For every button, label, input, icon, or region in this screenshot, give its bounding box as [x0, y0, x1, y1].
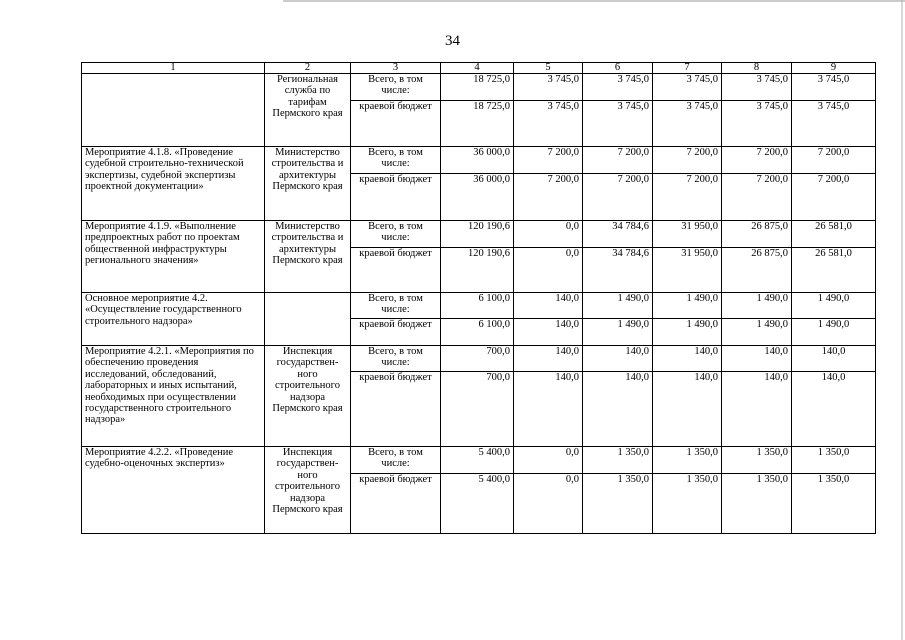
event-name-cell: Мероприятие 4.1.8. «Проведение судебной строительно-технической экспертизы, судебной экспертизы проектной документации»: [82, 147, 265, 221]
executor-cell: Министерство строительства и архитектуры Пермского края: [265, 147, 351, 221]
amount-cell: 7 200,0: [792, 147, 876, 174]
amount-cell: 7 200,0: [514, 174, 583, 221]
table-row-total: [82, 447, 876, 474]
amount-cell: 120 190,6: [441, 221, 514, 248]
amount-cell: 140,0: [514, 346, 583, 372]
amount-cell: 1 490,0: [583, 319, 653, 346]
amount-cell: 1 490,0: [722, 319, 792, 346]
column-number: 6: [583, 63, 653, 74]
amount-cell: 140,0: [792, 346, 876, 372]
column-number: 9: [792, 63, 876, 74]
amount-cell: 1 350,0: [722, 474, 792, 534]
table-row-total: [82, 221, 876, 248]
amount-cell: 1 350,0: [653, 474, 722, 534]
amount-cell: 0,0: [514, 447, 583, 474]
amount-cell: 1 490,0: [792, 293, 876, 319]
amount-cell: 140,0: [653, 372, 722, 447]
amount-cell: 1 350,0: [792, 474, 876, 534]
amount-cell: 140,0: [722, 346, 792, 372]
column-number: 4: [441, 63, 514, 74]
amount-cell: 1 350,0: [792, 447, 876, 474]
funding-label-cell: Всего, в том числе:: [351, 447, 441, 474]
amount-cell: 3 745,0: [792, 101, 876, 147]
amount-cell: 1 490,0: [722, 293, 792, 319]
column-number: 7: [653, 63, 722, 74]
funding-label-cell: краевой бюджет: [351, 474, 441, 534]
amount-cell: 0,0: [514, 221, 583, 248]
column-number: 5: [514, 63, 583, 74]
table-body: [82, 63, 876, 534]
table-row-total: [82, 346, 876, 372]
event-name-cell: Мероприятие 4.2.1. «Мероприятия по обеспечению проведения исследований, обследований, лабораторных и иных испытаний, необходимых при осуществлении государственного строительного надзора»: [82, 346, 265, 447]
amount-cell: 7 200,0: [583, 147, 653, 174]
amount-cell: 34 784,6: [583, 221, 653, 248]
amount-cell: 140,0: [583, 372, 653, 447]
amount-cell: 31 950,0: [653, 248, 722, 293]
funding-label-cell: краевой бюджет: [351, 101, 441, 147]
funding-label-cell: Всего, в том числе:: [351, 221, 441, 248]
amount-cell: 7 200,0: [583, 174, 653, 221]
amount-cell: 140,0: [722, 372, 792, 447]
amount-cell: 34 784,6: [583, 248, 653, 293]
amount-cell: 0,0: [514, 474, 583, 534]
table-row-total: [82, 293, 876, 319]
amount-cell: 1 490,0: [653, 293, 722, 319]
column-number: 8: [722, 63, 792, 74]
funding-label-cell: краевой бюджет: [351, 174, 441, 221]
event-name-cell: [82, 74, 265, 147]
amount-cell: 3 745,0: [722, 101, 792, 147]
amount-cell: 3 745,0: [583, 74, 653, 101]
executor-cell: Министерство строительства и архитектуры Пермского края: [265, 221, 351, 293]
amount-cell: 26 581,0: [792, 221, 876, 248]
amount-cell: 1 350,0: [722, 447, 792, 474]
funding-label-cell: Всего, в том числе:: [351, 293, 441, 319]
amount-cell: 5 400,0: [441, 474, 514, 534]
column-number: 1: [82, 63, 265, 74]
funding-label-cell: Всего, в том числе:: [351, 74, 441, 101]
executor-cell: [265, 293, 351, 346]
amount-cell: 1 490,0: [583, 293, 653, 319]
amount-cell: 140,0: [792, 372, 876, 447]
table-row-total: [82, 147, 876, 174]
amount-cell: 7 200,0: [653, 147, 722, 174]
amount-cell: 7 200,0: [514, 147, 583, 174]
page-number: 34: [445, 33, 460, 49]
amount-cell: 5 400,0: [441, 447, 514, 474]
amount-cell: 26 875,0: [722, 221, 792, 248]
amount-cell: 7 200,0: [722, 147, 792, 174]
amount-cell: 1 350,0: [583, 474, 653, 534]
event-name-cell: Основное мероприятие 4.2. «Осуществление государственного строительного надзора»: [82, 293, 265, 346]
amount-cell: 140,0: [514, 293, 583, 319]
funding-label-cell: Всего, в том числе:: [351, 346, 441, 372]
amount-cell: 1 350,0: [583, 447, 653, 474]
amount-cell: 3 745,0: [583, 101, 653, 147]
amount-cell: 18 725,0: [441, 74, 514, 101]
column-number: 2: [265, 63, 351, 74]
amount-cell: 120 190,6: [441, 248, 514, 293]
funding-label-cell: Всего, в том числе:: [351, 147, 441, 174]
amount-cell: 3 745,0: [653, 74, 722, 101]
amount-cell: 140,0: [653, 346, 722, 372]
amount-cell: 18 725,0: [441, 101, 514, 147]
amount-cell: 3 745,0: [722, 74, 792, 101]
amount-cell: 1 350,0: [653, 447, 722, 474]
amount-cell: 140,0: [583, 346, 653, 372]
amount-cell: 31 950,0: [653, 221, 722, 248]
amount-cell: 6 100,0: [441, 293, 514, 319]
amount-cell: 6 100,0: [441, 319, 514, 346]
amount-cell: 3 745,0: [792, 74, 876, 101]
amount-cell: 36 000,0: [441, 147, 514, 174]
event-name-cell: Мероприятие 4.2.2. «Проведение судебно-оценочных экспертиз»: [82, 447, 265, 534]
funding-label-cell: краевой бюджет: [351, 319, 441, 346]
funding-label-cell: краевой бюджет: [351, 372, 441, 447]
amount-cell: 140,0: [514, 372, 583, 447]
amount-cell: 7 200,0: [653, 174, 722, 221]
executor-cell: Региональная служба по тарифам Пермского края: [265, 74, 351, 147]
event-name-cell: Мероприятие 4.1.9. «Выполнение предпроектных работ по проектам общественной инфраструктуры регионального значения»: [82, 221, 265, 293]
executor-cell: Инспекция государствен-ного строительного надзора Пермского края: [265, 346, 351, 447]
amount-cell: 36 000,0: [441, 174, 514, 221]
budget-table: [81, 62, 876, 534]
funding-label-cell: краевой бюджет: [351, 248, 441, 293]
amount-cell: 3 745,0: [653, 101, 722, 147]
amount-cell: 700,0: [441, 346, 514, 372]
amount-cell: 26 875,0: [722, 248, 792, 293]
amount-cell: 1 490,0: [792, 319, 876, 346]
amount-cell: 3 745,0: [514, 74, 583, 101]
amount-cell: 1 490,0: [653, 319, 722, 346]
executor-cell: Инспекция государствен-ного строительного надзора Пермского края: [265, 447, 351, 534]
amount-cell: 3 745,0: [514, 101, 583, 147]
column-number-row: [82, 63, 876, 74]
amount-cell: 7 200,0: [722, 174, 792, 221]
table-row-total: [82, 74, 876, 101]
amount-cell: 0,0: [514, 248, 583, 293]
amount-cell: 700,0: [441, 372, 514, 447]
amount-cell: 140,0: [514, 319, 583, 346]
amount-cell: 26 581,0: [792, 248, 876, 293]
amount-cell: 7 200,0: [792, 174, 876, 221]
column-number: 3: [351, 63, 441, 74]
